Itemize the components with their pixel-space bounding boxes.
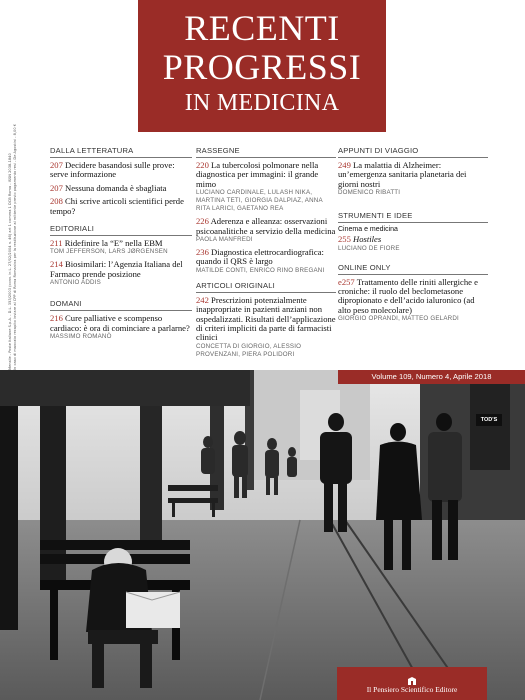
shop-sign-text: TOD'S bbox=[480, 417, 498, 423]
publisher-block bbox=[337, 667, 487, 700]
publisher-logo-icon bbox=[337, 672, 487, 682]
toc-entry[interactable] bbox=[196, 217, 336, 236]
article-title: Aderenza e alleanza: osservazioni psicoanalitiche a servizio della medicina bbox=[196, 216, 336, 236]
article-authors: ANTONIO ADDIS bbox=[50, 279, 101, 287]
page-number: 216 bbox=[50, 313, 63, 324]
page-number: 249 bbox=[338, 160, 351, 170]
page-number: 226 bbox=[196, 216, 209, 227]
section-heading: DOMANI bbox=[50, 299, 192, 311]
page-number: 208 bbox=[50, 196, 63, 207]
article-title: Chi scrive articoli scientifici perde tempo? bbox=[50, 196, 184, 216]
article-title: Nessuna domanda è sbagliata bbox=[65, 182, 167, 193]
toc-entry[interactable] bbox=[50, 197, 192, 216]
cover-photo bbox=[0, 370, 525, 700]
section-heading: STRUMENTI E IDEE bbox=[338, 211, 488, 223]
section-subheading: Cinema e medicina bbox=[338, 226, 398, 234]
masthead-title-line3: IN MEDICINA bbox=[184, 90, 340, 116]
toc-entry[interactable] bbox=[50, 161, 192, 180]
page-number: 214 bbox=[50, 259, 63, 270]
masthead-title-line1: RECENTI bbox=[184, 8, 340, 48]
page-number: 220 bbox=[196, 160, 209, 170]
article-authors: CONCETTA DI GIORGIO, ALESSIO PROVENZANI, PIERA POLIDORI bbox=[196, 342, 302, 358]
toc-entry[interactable] bbox=[196, 248, 336, 267]
toc-entry[interactable] bbox=[338, 235, 488, 244]
issue-info: Volume 109, Numero 4, Aprile 2018 bbox=[338, 370, 525, 384]
masthead bbox=[138, 0, 386, 132]
article-authors: TOM JEFFERSON, LARS JØRGENSEN bbox=[50, 248, 168, 256]
article-authors: GIORGIO OPRANDI, MATTEO GELARDI bbox=[338, 315, 459, 323]
toc-entry[interactable] bbox=[50, 314, 192, 333]
page-number: 255 bbox=[338, 234, 351, 245]
section-heading: APPUNTI DI VIAGGIO bbox=[338, 146, 488, 158]
page-number: 211 bbox=[50, 238, 63, 249]
postal-notice bbox=[8, 92, 28, 370]
page-number: 207 bbox=[50, 160, 63, 170]
toc-column-1 bbox=[50, 146, 192, 341]
page-number: 236 bbox=[196, 247, 209, 258]
page-number: 242 bbox=[196, 294, 209, 305]
toc-column-2 bbox=[196, 146, 336, 359]
toc-entry[interactable] bbox=[196, 161, 336, 189]
section-heading: ARTICOLI ORIGINALI bbox=[196, 281, 336, 293]
toc-entry[interactable] bbox=[50, 184, 192, 193]
toc-column-3 bbox=[338, 146, 488, 323]
article-authors: LUCIANO DE FIORE bbox=[338, 244, 400, 252]
article-title: Ridefinire la “E” nella EBM bbox=[64, 238, 163, 249]
article-authors: MASSIMO ROMANÒ bbox=[50, 333, 112, 341]
page-number: e257 bbox=[338, 276, 355, 287]
article-title: Trattamento delle riniti allergiche e croniche: il ruolo del beclometasone dipropionato e dell’acido ialuronico (ad alto peso molecolare) bbox=[338, 276, 478, 315]
toc-entry[interactable] bbox=[338, 161, 488, 189]
masthead-title-line2: PROGRESSI bbox=[162, 47, 362, 87]
article-title: Hostiles bbox=[353, 234, 382, 245]
section-heading: DALLA LETTERATURA bbox=[50, 146, 192, 158]
article-title: Decidere basandosi sulle prove: serve informazione bbox=[50, 160, 175, 180]
publisher-name: Il Pensiero Scientifico Editore bbox=[366, 685, 458, 694]
section-heading: ONLINE ONLY bbox=[338, 263, 488, 275]
toc-entry[interactable] bbox=[50, 239, 192, 248]
section-heading: EDITORIALI bbox=[50, 224, 192, 236]
toc-entry[interactable] bbox=[196, 296, 336, 343]
postal-notice-line1: Mensile - Poste Italiane S.p.A. - D.L. 353/2003 (conv. in L. 27/02/2004 n. 46) art 1 comma 1 DCB Roma - ISSN 2038-1840 bbox=[8, 153, 12, 370]
article-title: Cure palliative e scompenso cardiaco: è ora di cominciare a parlarne? bbox=[50, 313, 190, 333]
article-authors: LUCIANO CARDINALE, LULASH NIKA, MARTINA TETI, GIORGIA DALPIAZ, ANNA RITA LARICI, GAETANO REA bbox=[196, 189, 323, 213]
article-title: Biosimilari: l’Agenzia Italiana del Farmaco prende posizione bbox=[50, 259, 183, 279]
article-title: Prescrizioni potenzialmente inappropriate in pazienti anziani non ospedalizzati. Risultati dell’applicazione di criteri impliciti da parte di farmacisti clinici bbox=[196, 294, 336, 343]
article-authors: MATILDE CONTI, ENRICO RINO BREGANI bbox=[196, 266, 325, 274]
article-authors: PAOLA MANFREDI bbox=[196, 236, 253, 244]
article-title: Diagnostica elettrocardiografica: quando il QRS è largo bbox=[196, 247, 324, 267]
toc-entry[interactable] bbox=[338, 278, 488, 316]
postal-notice-line2: In caso di mancato recapito inviare al CPP di Roma Romanina per la restituzione al mittente previo pagamento resi - De Agostini - 8,00 € bbox=[13, 123, 17, 370]
article-authors: DOMENICO RIBATTI bbox=[338, 189, 401, 197]
toc-entry[interactable] bbox=[50, 260, 192, 279]
page-number: 207 bbox=[50, 182, 63, 193]
section-heading: RASSEGNE bbox=[196, 146, 336, 158]
article-title: La malattia di Alzheimer: un’emergenza sanitaria planetaria dei giorni nostri bbox=[338, 160, 467, 189]
article-title: La tubercolosi polmonare nella diagnostica per immagini: il grande mimo bbox=[196, 160, 319, 189]
